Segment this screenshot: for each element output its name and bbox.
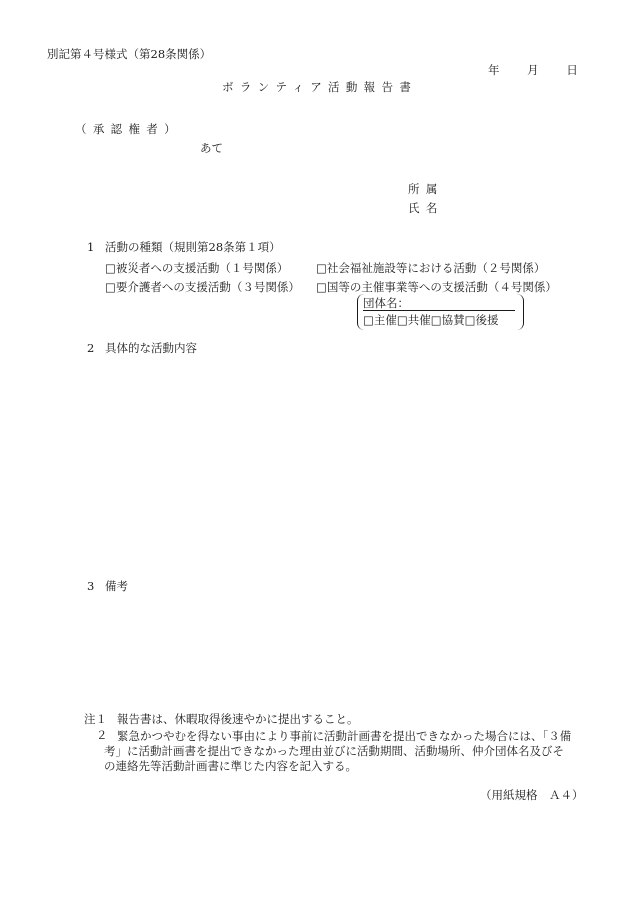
section-1-title: 活動の種類（規則第28条第１項） [105, 240, 281, 254]
name-label: 氏名 [408, 201, 444, 215]
section-3-number: 3 [87, 579, 95, 593]
form-id: 別記第４号様式（第28条関係） [47, 47, 212, 61]
section-3-title: 備考 [105, 579, 128, 593]
note-2-text: 緊急かつやむを得ない事由により事前に活動計画書を提出できなかった場合には、「３備考」に活動計画書を提出できなかった理由並びに活動期間、活動場所、仲介団体名及びその連絡先等活動計画書に準じた内容を記入する。 [104, 729, 572, 773]
note-1-label: 注１ [84, 712, 107, 726]
activity-option-3: □要介護者への支援活動（３号関係） [105, 280, 300, 294]
activity-option-2: □社会福祉施設等における活動（２号関係） [316, 261, 546, 275]
note-1-text: 報告書は、休暇取得後速やかに提出すること。 [117, 712, 359, 726]
organization-label: 団体名： [363, 296, 409, 310]
date-year: 年 [488, 63, 500, 77]
section-1-number: 1 [87, 240, 95, 254]
page-title: ボランティア活動報告書 [222, 80, 418, 94]
addressee-label: （承認権者） [75, 122, 182, 136]
section-2-number: 2 [87, 341, 95, 355]
activity-option-4: □国等の主催事業等への支援活動（４号関係） [316, 280, 557, 294]
organization-roles: □主催□共催□協賛□後援 [363, 313, 499, 327]
affiliation-label: 所属 [408, 182, 444, 196]
date-day: 日 [566, 63, 578, 77]
paper-spec: （用紙規格 Ａ４） [480, 788, 584, 802]
date-line [488, 64, 578, 78]
section-2-title: 具体的な活動内容 [105, 341, 197, 355]
activity-option-1: □被災者への支援活動（１号関係） [105, 261, 289, 275]
note-2-label: ２ [96, 728, 108, 742]
date-month: 月 [527, 63, 539, 77]
addressee-suffix: あて [200, 141, 223, 155]
